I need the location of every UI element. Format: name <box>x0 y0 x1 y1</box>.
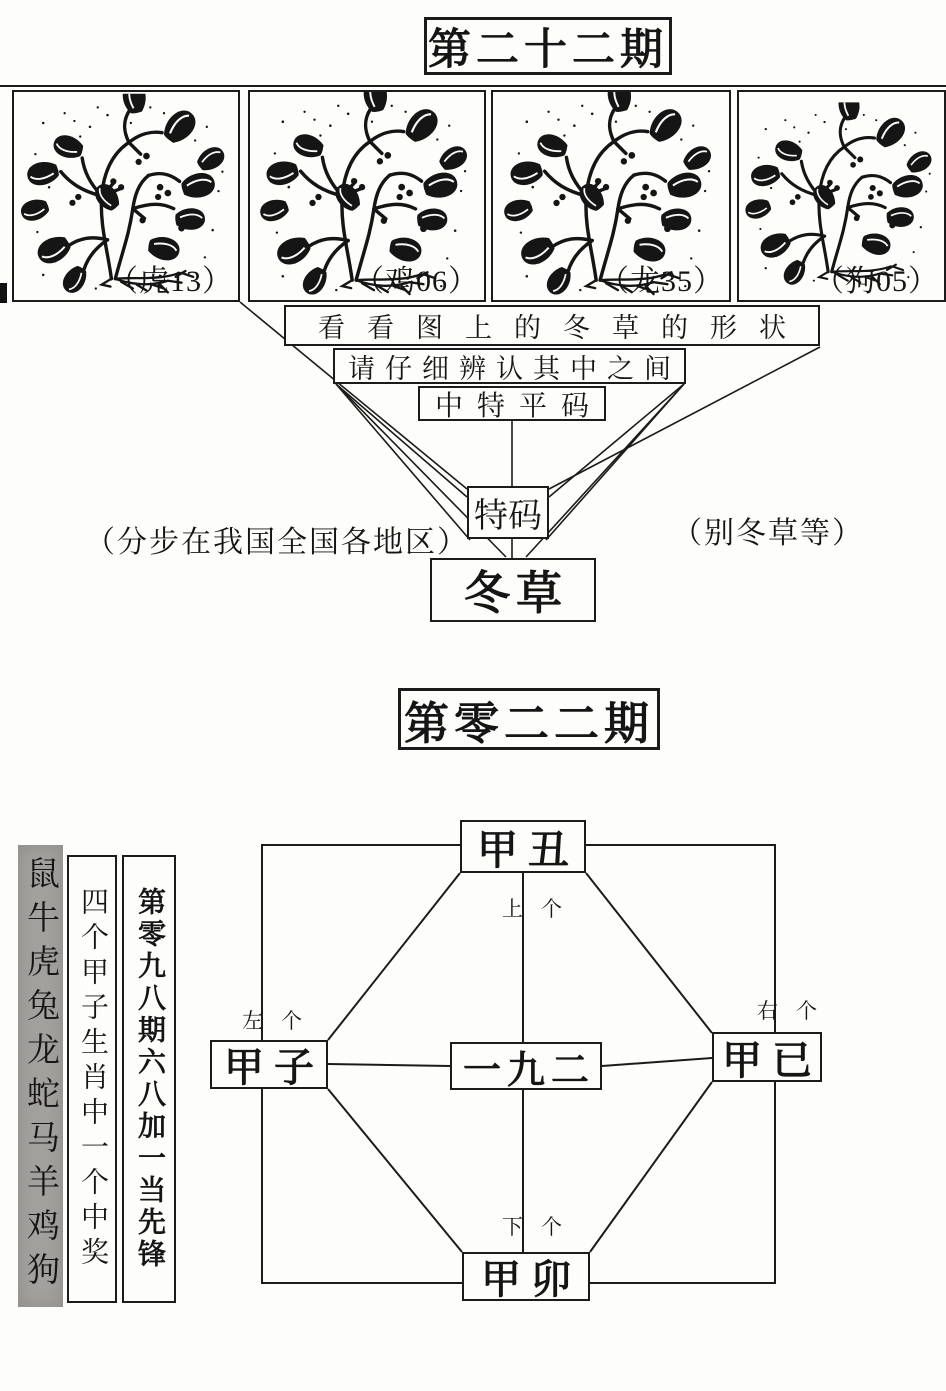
plant-panel-3 <box>491 90 731 302</box>
label-down: 下个 <box>502 1215 580 1239</box>
section2-title: 第零二二期 <box>398 688 660 750</box>
panel-label: （鸡06） <box>354 265 479 298</box>
plant-panel-2 <box>248 90 486 302</box>
strip-top-rule <box>0 85 946 87</box>
panel-label: （龙35） <box>599 265 724 298</box>
plant-panel-4 <box>737 90 946 302</box>
panel-label: （狗05） <box>814 265 939 298</box>
right-note: （别冬草等） <box>672 517 864 550</box>
node-center: 一九二 <box>450 1042 602 1090</box>
node-top: 甲丑 <box>460 820 586 873</box>
funnel-box-wintergrass: 冬草 <box>430 558 596 622</box>
column-middle: 四个甲子生肖中一个中奖 <box>67 855 117 1303</box>
label-up: 上个 <box>502 897 580 921</box>
scan-artifact <box>0 283 7 303</box>
zodiac-strip: 鼠牛虎兔龙蛇马羊鸡狗 <box>18 845 63 1307</box>
node-right: 甲已 <box>712 1032 822 1082</box>
funnel-box-2: 请仔细辨认其中之间 <box>333 348 686 384</box>
section1-title: 第二十二期 <box>424 17 672 75</box>
plant-panel-1 <box>12 90 240 302</box>
panel-label: （虎13） <box>108 265 233 298</box>
label-left: 左个 <box>242 1009 320 1033</box>
node-bottom: 甲卯 <box>462 1252 590 1301</box>
left-note: （分步在我国全国各地区） <box>85 526 469 559</box>
label-right: 右个 <box>757 999 835 1023</box>
funnel-box-3: 中特平码 <box>418 386 606 421</box>
funnel-box-special-code: 特码 <box>467 486 549 539</box>
node-left: 甲子 <box>210 1040 328 1089</box>
column-right: 第零九八期六八加一当先锋 <box>122 855 176 1303</box>
funnel-box-1: 看看图上的冬草的形状 <box>284 305 820 346</box>
